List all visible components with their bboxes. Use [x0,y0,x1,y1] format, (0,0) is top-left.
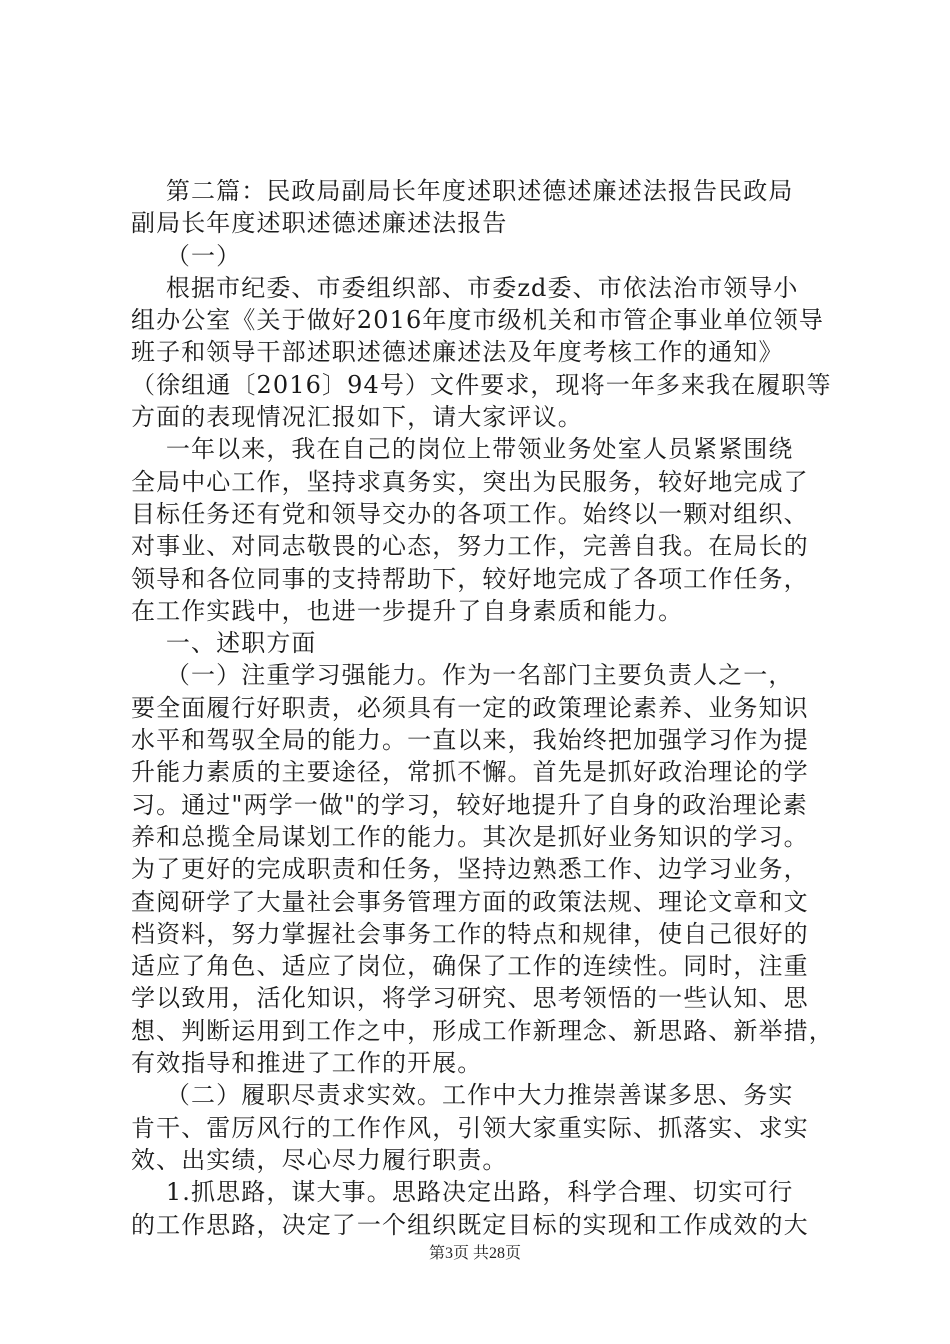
text-line: 要全面履行好职责，必须具有一定的政策理论素养、业务知识 [131,693,809,722]
text-line: 领导和各位同事的支持帮助下，较好地完成了各项工作任务， [131,564,809,593]
text-line: 的工作思路，决定了一个组织既定目标的实现和工作成效的大 [131,1210,809,1239]
text-line: （一） [131,241,242,270]
text-line: 目标任务还有党和领导交办的各项工作。始终以一颗对组织、 [131,499,809,528]
text-line: 肯干、雷厉风行的工作作风，引领大家重实际、抓落实、求实 [131,1113,809,1142]
text-line: 养和总揽全局谋划工作的能力。其次是抓好业务知识的学习。 [131,822,809,851]
text-line: 全局中心工作，坚持求真务实，突出为民服务，较好地完成了 [131,467,809,496]
text-line: 查阅研学了大量社会事务管理方面的政策法规、理论文章和文 [131,887,809,916]
text-line: 方面的表现情况汇报如下，请大家评议。 [131,403,583,432]
text-line: 副局长年度述职述德述廉述法报告 [131,209,508,238]
text-line: 一、述职方面 [131,629,317,658]
text-line: 组办公室《关于做好2016年度市级机关和市管企事业单位领导 [131,306,824,335]
body-text [131,175,834,1241]
text-line: 水平和驾驭全局的能力。一直以来，我始终把加强学习作为提 [131,726,809,755]
text-line: 效、出实绩，尽心尽力履行职责。 [131,1145,508,1174]
page-footer: 第3页 共28页 [428,1245,521,1262]
text-line: 适应了角色、适应了岗位，确保了工作的连续性。同时，注重 [131,952,809,981]
text-line: 根据市纪委、市委组织部、市委zd委、市依法治市领导小 [131,273,799,302]
text-line: 想、判断运用到工作之中，形成工作新理念、新思路、新举措， [131,1016,834,1045]
text-line: 对事业、对同志敬畏的心态，努力工作，完善自我。在局长的 [131,532,809,561]
text-line: （一）注重学习强能力。作为一名部门主要负责人之一， [131,661,794,690]
text-line: 学以致用，活化知识，将学习研究、思考领悟的一些认知、思 [131,984,809,1013]
text-line: 第二篇：民政局副局长年度述职述德述廉述法报告民政局 [131,177,794,205]
text-line: （二）履职尽责求实效。工作中大力推崇善谋多思、务实 [131,1081,794,1110]
text-line: 升能力素质的主要途径，常抓不懈。首先是抓好政治理论的学 [131,758,809,787]
text-line: 习。通过"两学一做"的学习，较好地提升了自身的政治理论素 [131,790,808,819]
text-line: 为了更好的完成职责和任务，坚持边熟悉工作、边学习业务， [131,855,809,884]
text-line: 档资料，努力掌握社会事务工作的特点和规律，使自己很好的 [131,919,809,948]
text-line: （徐组通〔2016〕94号）文件要求，现将一年多来我在履职等 [131,370,832,399]
text-line: 班子和领导干部述职述德述廉述法及年度考核工作的通知》 [131,338,784,367]
text-line: 1.抓思路，谋大事。思路决定出路，科学合理、切实可行 [131,1178,794,1207]
text-line: 一年以来，我在自己的岗位上带领业务处室人员紧紧围绕 [131,435,794,464]
text-line: 有效指导和推进了工作的开展。 [131,1049,483,1078]
text-line: 在工作实践中，也进一步提升了自身素质和能力。 [131,596,684,625]
